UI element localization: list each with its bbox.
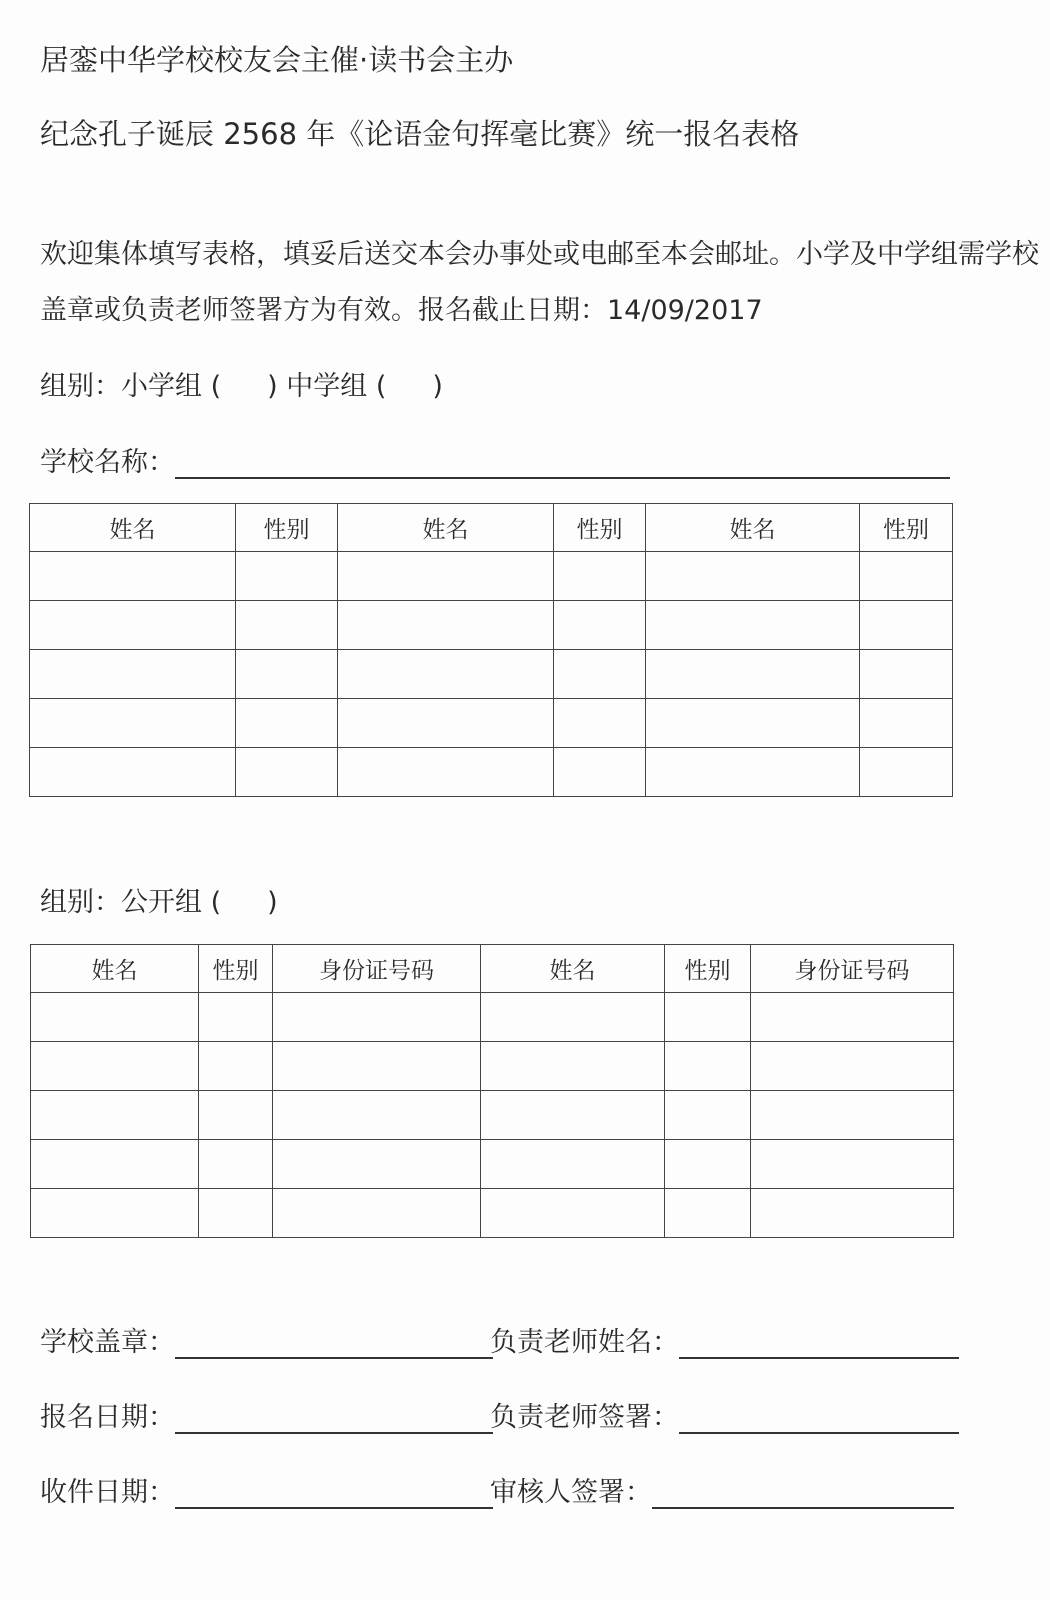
entry-cell[interactable] xyxy=(273,1091,481,1140)
entry-cell[interactable] xyxy=(199,993,273,1042)
entry-cell[interactable] xyxy=(554,650,646,699)
entry-cell[interactable] xyxy=(31,1042,199,1091)
teacher-name-field[interactable] xyxy=(679,1335,959,1359)
entry-cell[interactable] xyxy=(554,748,646,797)
entry-cell[interactable] xyxy=(30,601,236,650)
open-group-row xyxy=(40,880,278,919)
entry-cell[interactable] xyxy=(338,552,554,601)
register-date-field[interactable] xyxy=(175,1410,493,1434)
header-ic-number: 身份证号码 xyxy=(273,945,481,993)
register-date-label: 报名日期： xyxy=(40,1402,175,1433)
entry-cell[interactable] xyxy=(751,1140,954,1189)
header-gender: 性别 xyxy=(199,945,273,993)
table-row xyxy=(31,1091,954,1140)
table-row xyxy=(31,1140,954,1189)
entry-cell[interactable] xyxy=(860,601,953,650)
entry-cell[interactable] xyxy=(236,650,338,699)
register-date-row xyxy=(40,1395,493,1434)
teacher-name-label: 负责老师姓名： xyxy=(490,1327,679,1358)
entry-cell[interactable] xyxy=(199,1042,273,1091)
receive-date-row xyxy=(40,1470,493,1509)
entry-cell[interactable] xyxy=(236,552,338,601)
entry-cell[interactable] xyxy=(273,1189,481,1238)
table-row xyxy=(30,650,953,699)
entry-cell[interactable] xyxy=(273,993,481,1042)
entry-cell[interactable] xyxy=(236,699,338,748)
group-label: 组别： xyxy=(40,371,121,402)
school-stamp-label: 学校盖章： xyxy=(40,1327,175,1358)
entry-cell[interactable] xyxy=(751,1042,954,1091)
teacher-sign-row xyxy=(490,1395,959,1434)
reviewer-sign-label: 审核人签署： xyxy=(490,1477,652,1508)
entry-cell[interactable] xyxy=(30,699,236,748)
entry-cell[interactable] xyxy=(481,1091,665,1140)
header-gender: 性别 xyxy=(860,504,953,552)
entry-cell[interactable] xyxy=(554,699,646,748)
receive-date-field[interactable] xyxy=(175,1485,493,1509)
entry-cell[interactable] xyxy=(481,1140,665,1189)
entry-cell[interactable] xyxy=(273,1140,481,1189)
entry-cell[interactable] xyxy=(273,1042,481,1091)
school-participants-table xyxy=(29,503,953,797)
school-stamp-field[interactable] xyxy=(175,1335,493,1359)
entry-cell[interactable] xyxy=(481,993,665,1042)
table-row xyxy=(30,552,953,601)
entry-cell[interactable] xyxy=(338,650,554,699)
option-secondary-label: 中学组 ( xyxy=(286,371,387,402)
reviewer-sign-field[interactable] xyxy=(652,1485,954,1509)
open-group-close: ) xyxy=(267,887,278,918)
entry-cell[interactable] xyxy=(30,650,236,699)
option-secondary-close: ) xyxy=(432,371,443,402)
entry-cell[interactable] xyxy=(860,699,953,748)
school-name-field[interactable] xyxy=(175,455,950,479)
entry-cell[interactable] xyxy=(860,748,953,797)
header-name: 姓名 xyxy=(31,945,199,993)
table-header-row xyxy=(31,945,954,993)
entry-cell[interactable] xyxy=(31,1091,199,1140)
teacher-sign-label: 负责老师签署： xyxy=(490,1402,679,1433)
entry-cell[interactable] xyxy=(665,1140,751,1189)
entry-cell[interactable] xyxy=(31,1189,199,1238)
header-ic-number: 身份证号码 xyxy=(751,945,954,993)
instructions-line-2: 盖章或负责老师签署方为有效。报名截止日期：14/09/2017 xyxy=(40,295,763,326)
table-row xyxy=(31,1042,954,1091)
entry-cell[interactable] xyxy=(338,699,554,748)
entry-cell[interactable] xyxy=(860,650,953,699)
entry-cell[interactable] xyxy=(860,552,953,601)
table-row xyxy=(31,993,954,1042)
school-stamp-row xyxy=(40,1320,493,1359)
entry-cell[interactable] xyxy=(554,552,646,601)
entry-cell[interactable] xyxy=(481,1042,665,1091)
entry-cell[interactable] xyxy=(751,1091,954,1140)
header-name: 姓名 xyxy=(481,945,665,993)
table-row xyxy=(31,1189,954,1238)
entry-cell[interactable] xyxy=(30,552,236,601)
entry-cell[interactable] xyxy=(665,993,751,1042)
option-primary-close: ) xyxy=(267,371,278,402)
receive-date-label: 收件日期： xyxy=(40,1477,175,1508)
entry-cell[interactable] xyxy=(338,748,554,797)
entry-cell[interactable] xyxy=(199,1140,273,1189)
group-select-row xyxy=(40,364,443,403)
entry-cell[interactable] xyxy=(31,1140,199,1189)
open-group-label: 组别：公开组 ( xyxy=(40,887,222,918)
open-participants-table xyxy=(30,944,954,1238)
entry-cell[interactable] xyxy=(481,1189,665,1238)
entry-cell[interactable] xyxy=(665,1091,751,1140)
option-primary-label: 小学组 ( xyxy=(121,371,222,402)
form-title: 纪念孔子诞辰 2568 年《论语金句挥毫比赛》统一报名表格 xyxy=(40,117,800,151)
header-gender: 性别 xyxy=(554,504,646,552)
entry-cell[interactable] xyxy=(31,993,199,1042)
entry-cell[interactable] xyxy=(646,650,860,699)
entry-cell[interactable] xyxy=(751,1189,954,1238)
entry-cell[interactable] xyxy=(199,1091,273,1140)
table-header-row xyxy=(30,504,953,552)
instructions-line-1: 欢迎集体填写表格，填妥后送交本会办事处或电邮至本会邮址。小学及中学组需学校 xyxy=(40,239,1039,270)
reviewer-sign-row xyxy=(490,1470,954,1509)
table-row xyxy=(30,748,953,797)
school-name-row xyxy=(40,440,950,479)
header-gender: 性别 xyxy=(236,504,338,552)
entry-cell[interactable] xyxy=(199,1189,273,1238)
entry-cell[interactable] xyxy=(338,601,554,650)
entry-cell[interactable] xyxy=(646,552,860,601)
entry-cell[interactable] xyxy=(554,601,646,650)
entry-cell[interactable] xyxy=(646,601,860,650)
teacher-sign-field[interactable] xyxy=(679,1410,959,1434)
entry-cell[interactable] xyxy=(30,748,236,797)
entry-cell[interactable] xyxy=(665,1042,751,1091)
table-row xyxy=(30,601,953,650)
entry-cell[interactable] xyxy=(236,601,338,650)
header-name: 姓名 xyxy=(30,504,236,552)
header-name: 姓名 xyxy=(338,504,554,552)
entry-cell[interactable] xyxy=(236,748,338,797)
organizer-line: 居銮中华学校校友会主催·读书会主办 xyxy=(40,43,514,77)
entry-cell[interactable] xyxy=(646,699,860,748)
school-name-label: 学校名称： xyxy=(40,447,175,478)
table-row xyxy=(30,699,953,748)
entry-cell[interactable] xyxy=(751,993,954,1042)
entry-cell[interactable] xyxy=(646,748,860,797)
header-name: 姓名 xyxy=(646,504,860,552)
entry-cell[interactable] xyxy=(665,1189,751,1238)
teacher-name-row xyxy=(490,1320,959,1359)
header-gender: 性别 xyxy=(665,945,751,993)
